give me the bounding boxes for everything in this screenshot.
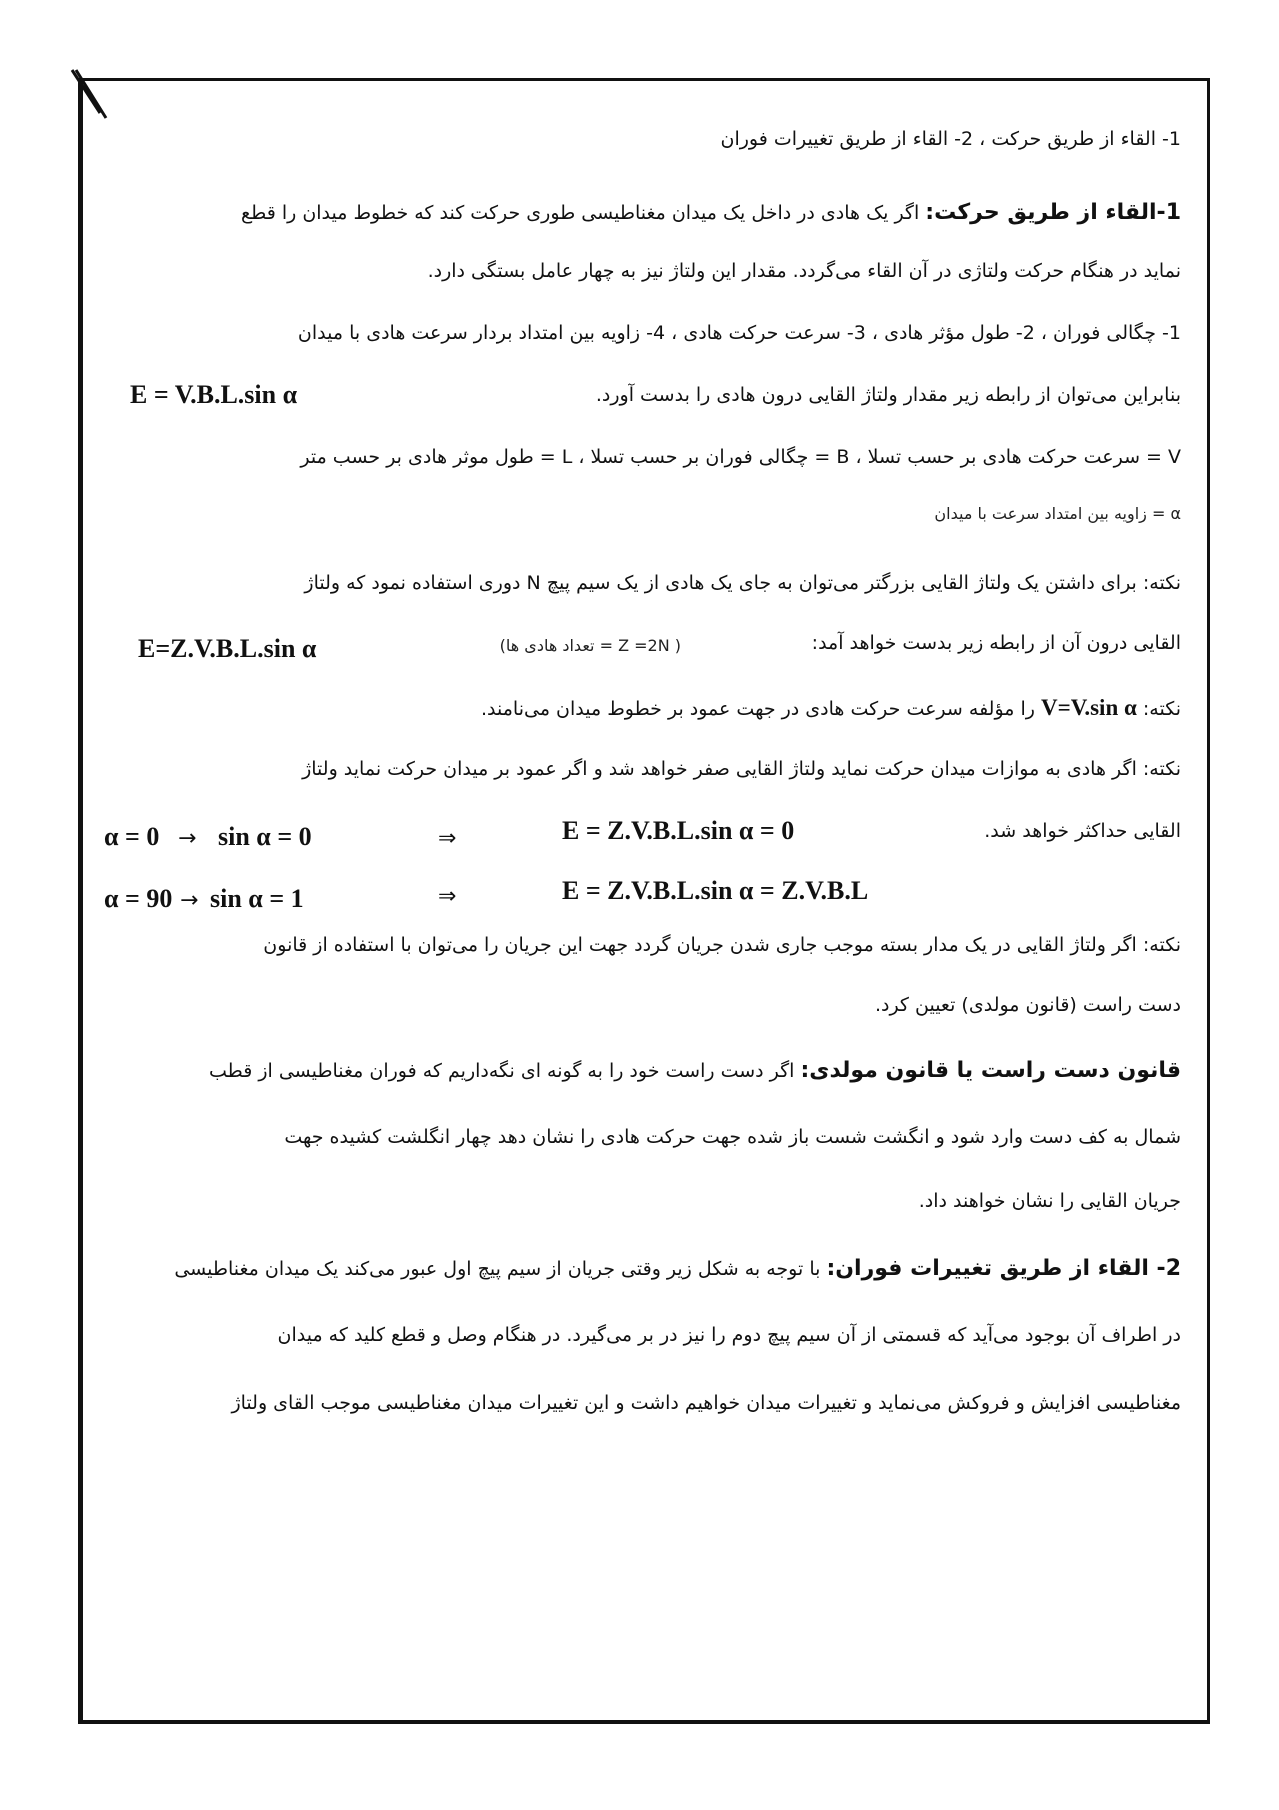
paragraph-motion-line-2: نماید در هنگام حرکت ولتاژی در آن القاء می‌گردد. مقدار این ولتاژ نیز به چهار عامل بستگی دارد. xyxy=(427,260,1181,282)
factors-line: 1- چگالی فوران ، 2- طول مؤثر هادی ، 3- سرعت حرکت هادی ، 4- زاویه بین امتداد بردار سرعت هادی با میدان xyxy=(297,322,1181,344)
note-label: نکته: xyxy=(1142,758,1181,780)
right-hand-rule-line-1: قانون دست راست یا قانون مولدی: اگر دست راست خود را به گونه ای نگه‌داریم که فوران مغناطیسی از قطب xyxy=(208,1058,1181,1083)
sin-zero: sin α = 0 xyxy=(218,822,312,851)
intro-line: 1- القاء از طریق حرکت ، 2- القاء از طریق تغییرات فوران xyxy=(720,128,1181,150)
arrow-icon: → xyxy=(178,826,197,851)
formula-intro: بنابراین می‌توان از رابطه زیر مقدار ولتاژ القایی درون هادی را بدست آورد. xyxy=(595,384,1181,406)
alpha-ninety: α = 90 xyxy=(104,884,173,913)
right-hand-rule-line-2: شمال به کف دست وارد شود و انگشت شست باز شده جهت حرکت هادی را نشان دهد چهار انگلشت کشیده جهت xyxy=(284,1126,1181,1148)
note-label: نکته: xyxy=(1142,698,1181,720)
corner-ornament xyxy=(70,68,110,128)
right-hand-rule-line-3: جریان القایی را نشان خواهند داد. xyxy=(918,1190,1181,1212)
equation-e-max: E = Z.V.B.L.sin α = Z.V.B.L xyxy=(562,876,869,905)
implies-icon: ⇒ xyxy=(438,884,457,909)
implies-icon: ⇒ xyxy=(438,826,457,851)
note-parallel-line-1: نکته: اگر هادی به موازات میدان حرکت نماید ولتاژ القایی صفر خواهد شد و اگر عمود بر میدان حرکت نماید ولتاژ xyxy=(302,758,1181,780)
note-current-line-2: دست راست (قانون مولدی) تعیین کرد. xyxy=(874,994,1181,1016)
note-velocity-line: نکته: V=V.sin α را مؤلفه سرعت حرکت هادی در جهت عمود بر خطوط میدان می‌نامند. xyxy=(481,695,1181,720)
heading-motion: 1-القاء از طریق حرکت: xyxy=(925,200,1181,225)
note-label: نکته: xyxy=(1142,934,1181,956)
variables-line: V = سرعت حرکت هادی بر حسب تسلا ، B = چگالی فوران بر حسب تسلا ، L = طول موثر هادی بر حسب متر xyxy=(300,446,1181,468)
equation-e2: E=Z.V.B.L.sin α xyxy=(138,634,317,663)
flux-change-line-1: 2- القاء از طریق تغییرات فوران: با توجه به شکل زیر وقتی جریان از سیم پیچ اول عبور می‌کند یک میدان مغناطیسی xyxy=(174,1256,1181,1281)
sin-one: sin α = 1 xyxy=(210,884,304,913)
alpha-definition: α = زاویه بین امتداد سرعت با میدان xyxy=(934,504,1181,523)
alpha-zero: α = 0 xyxy=(104,822,160,851)
equation-e1: E = V.B.L.sin α xyxy=(130,380,298,409)
note-coil-line-1: نکته: برای داشتن یک ولتاژ القایی بزرگتر می‌توان به جای یک هادی از یک سیم پیچ N دوری استفاده نمود که ولتاژ xyxy=(304,572,1181,594)
note-parallel-line-2: القایی حداکثر خواهد شد. xyxy=(984,820,1181,842)
note-coil-line-2: القایی درون آن از رابطه زیر بدست خواهد آمد: xyxy=(811,632,1181,654)
flux-change-line-2: در اطراف آن بوجود می‌آید که قسمتی از آن سیم پیچ دوم را نیز در بر می‌گیرد. در هنگام وصل و قطع کلید که میدان xyxy=(277,1324,1181,1346)
paragraph-motion-line-1: 1-القاء از طریق حرکت: اگر یک هادی در داخل یک میدان مغناطیسی طوری حرکت کند که خطوط میدان را قطع xyxy=(241,200,1181,225)
heading-flux: 2- القاء از طریق تغییرات فوران: xyxy=(826,1256,1181,1281)
equation-v-component: V=V.sin α xyxy=(1041,695,1137,720)
note-current-line-1: نکته: اگر ولتاژ القایی در یک مدار بسته موجب جاری شدن جریان گردد جهت این جریان را می‌توان با استفاده از قانون xyxy=(263,934,1181,956)
heading-right-hand: قانون دست راست یا قانون مولدی: xyxy=(800,1058,1181,1083)
arrow-icon: → xyxy=(180,888,199,913)
flux-change-line-3: مغناطیسی افزایش و فروکش می‌نماید و تغییرات میدان خواهیم داشت و این تغییرات میدان مغناطیسی موجب القای ولتاژ xyxy=(231,1392,1181,1414)
conductor-count-note: ( Z =2N = تعداد هادی ها) xyxy=(499,636,681,655)
equation-e-zero: E = Z.V.B.L.sin α = 0 xyxy=(562,816,795,845)
note-label: نکته: xyxy=(1142,572,1181,594)
